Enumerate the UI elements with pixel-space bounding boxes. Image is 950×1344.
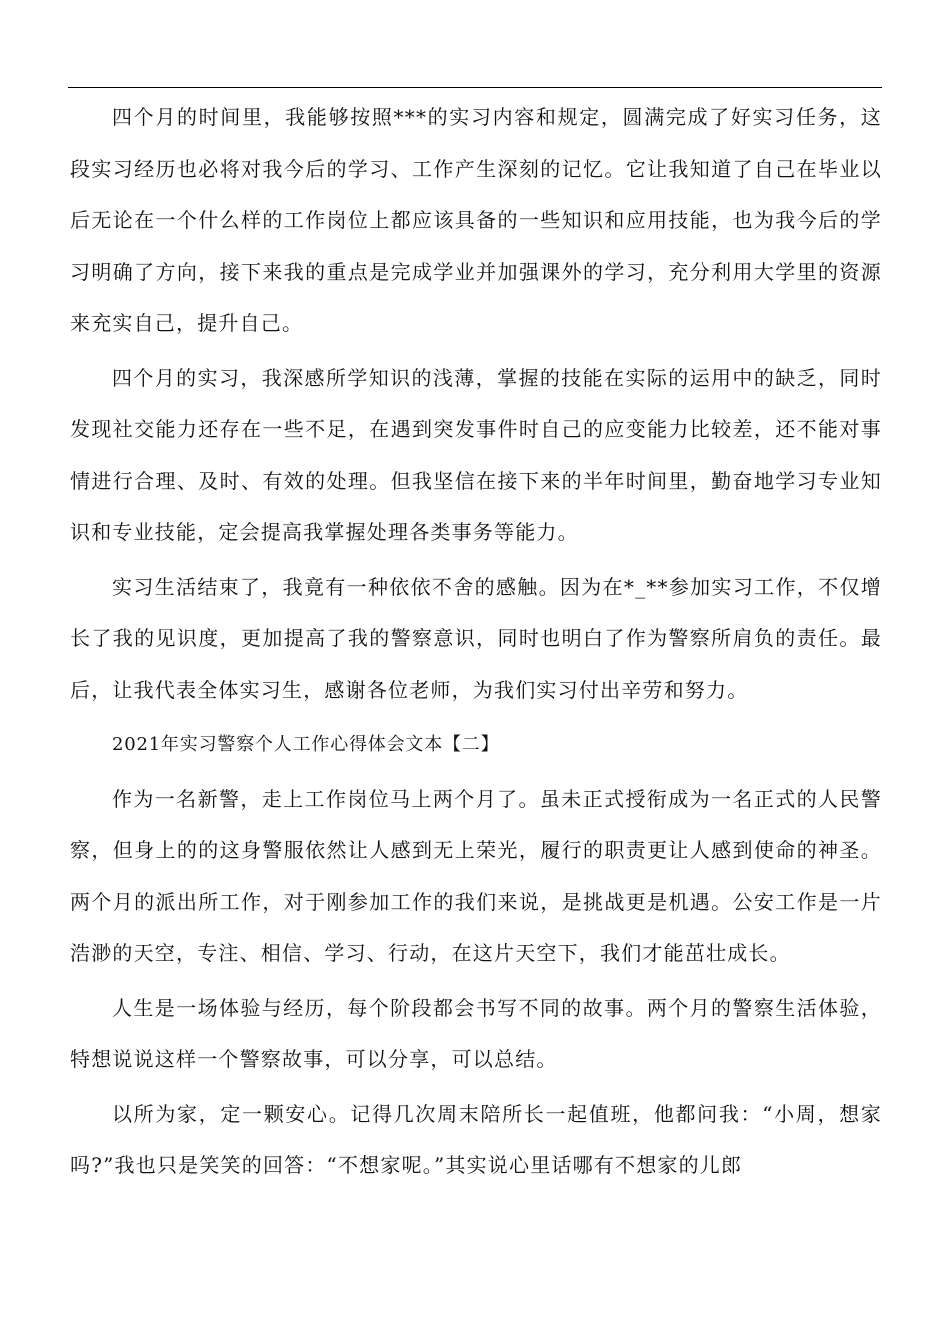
- section-paragraph-1: 作为一名新警，走上工作岗位马上两个月了。虽未正式授衔成为一名正式的人民警察，但身上的的这身警服依然让人感到无上荣光，履行的职责更让人感到使命的神圣。两个月的派出所工作，对于刚参加工作的我们来说，是挑战更是机遇。公安工作是一片浩渺的天空，专注、相信、学习、行动，在这片天空下，我们才能茁壮成长。: [70, 786, 882, 965]
- paragraph-3: 实习生活结束了，我竟有一种依依不舍的感触。因为在*_**参加实习工作，不仅增长了我的见识度，更加提高了我的警察意识，同时也明白了作为警察所肩负的责任。最后，让我代表全体实习生，感谢各位老师，为我们实习付出辛劳和努力。: [70, 574, 882, 702]
- document-body: [70, 92, 882, 1195]
- header-rule: [68, 87, 882, 88]
- section-paragraph-3: 以所为家，定一颗安心。记得几次周末陪所长一起值班，他都问我：“小周，想家吗?”我也只是笑笑的回答：“不想家呢。”其实说心里话哪有不想家的儿郎: [70, 1101, 882, 1177]
- paragraph-1: 四个月的时间里，我能够按照***的实习内容和规定，圆满完成了好实习任务，这段实习经历也必将对我今后的学习、工作产生深刻的记忆。它让我知道了自己在毕业以后无论在一个什么样的工作岗位上都应该具备的一些知识和应用技能，也为我今后的学习明确了方向，接下来我的重点是完成学业并加强课外的学习，充分利用大学里的资源来充实自己，提升自己。: [70, 105, 882, 335]
- paragraph-2: 四个月的实习，我深感所学知识的浅薄，掌握的技能在实际的运用中的缺乏，同时发现社交能力还存在一些不足，在遇到突发事件时自己的应变能力比较差，还不能对事情进行合理、及时、有效的处理。但我坚信在接下来的半年时间里，勤奋地学习专业知识和专业技能，定会提高我掌握处理各类事务等能力。: [70, 365, 882, 544]
- section-heading: 2021年实习警察个人工作心得体会文本【二】: [112, 734, 500, 755]
- section-paragraph-2: 人生是一场体验与经历，每个阶段都会书写不同的故事。两个月的警察生活体验，特想说说这样一个警察故事，可以分享，可以总结。: [70, 995, 882, 1071]
